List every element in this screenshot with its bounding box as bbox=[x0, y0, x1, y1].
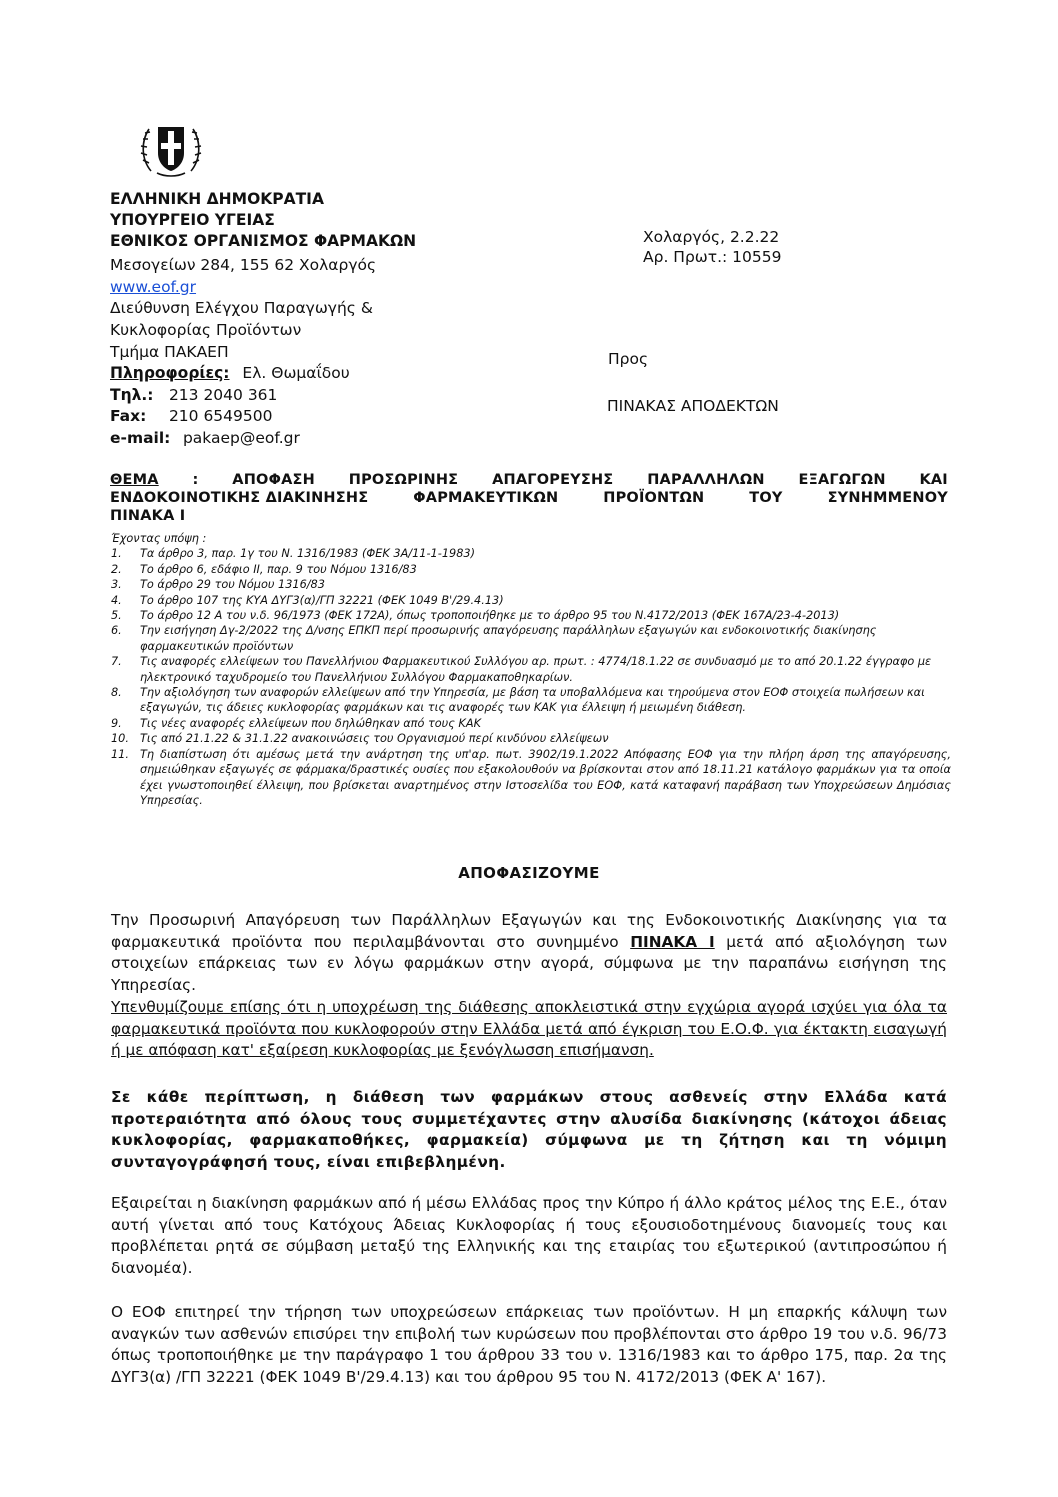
subject-word: ΠΡΟΣΩΡΙΝΗΣ bbox=[348, 472, 459, 488]
list-number: 7. bbox=[111, 655, 122, 669]
list-number: 1. bbox=[111, 547, 122, 561]
subject-word: ΑΠΟΦΑΣΗ bbox=[232, 472, 315, 488]
subject-word: ΠΑΡΑΛΛΗΛΩΝ bbox=[647, 472, 765, 488]
subject-word: ΣΥΝΗΜΜΕΝΟΥ bbox=[827, 490, 948, 506]
list-number: 11. bbox=[111, 747, 129, 761]
place-date: Χολαργός, 2.2.22 bbox=[643, 228, 780, 246]
subject-label: ΘΕΜΑ bbox=[110, 472, 159, 488]
list-text: Το άρθρο 107 της ΚΥΑ ΔΥΓ3(α)/ΓΠ 32221 (ΦΕΚ 1049 Β'/29.4.13) bbox=[140, 593, 504, 607]
list-number: 4. bbox=[111, 593, 122, 607]
protocol-number: Αρ. Πρωτ.: 10559 bbox=[643, 248, 782, 266]
email-value[interactable]: pakaep@eof.gr bbox=[182, 429, 300, 447]
list-text: Τις αναφορές ελλείψεων του Πανελλήνιου Φαρμακευτικού Συλλόγου αρ. πρωτ. : 4774/18.1.22 σε συνδυασμό με το από 20.1.22 έγγραφο με ηλεκτρονικό ταχυδρομείο του Πανελλήνιου Συλλόγου Φαρμακαποθηκαρίων. bbox=[140, 655, 932, 684]
info-value: Ελ. Θωμαΐδου bbox=[242, 364, 350, 382]
fax-label: Fax: bbox=[110, 407, 147, 425]
list-text: Τη διαπίστωση ότι αμέσως μετά την ανάρτηση της υπ'αρ. πωτ. 3902/19.1.2022 Απόφασης ΕΟΦ για την πλήρη άρση της απαγόρευσης, σημειώθηκαν εξαγωγές σε φάρμακα/δραστικές ουσίες που εξακολουθούν να βρίσκονται στον από 18.11.21 κατάλογο φαρμάκων για τα οποία έχει γνωστοποιηθεί έλλειψη, που βρίσκεται αναρτημένος στην Ιστοσελίδα του ΕΟΦ, κατά καταφανή παράβαση των Υποχρεώσεων Δημόσιας Υπηρεσίας. bbox=[140, 747, 951, 807]
exemption-paragraph: Εξαιρείται η διακίνηση φαρμάκων από ή μέσω Ελλάδας προς την Κύπρο ή άλλο κράτος μέλος της Ε.Ε., όταν αυτή γίνεται από τους Κατόχους Άδειας Κυκλοφορίας ή τους εξουσιοδοτημένους διανομείς τους και προβλέπεται ρητά σε σύμβαση μεταξύ της Ελληνικής και της εταιρίας του εξωτερικού (αντιπροσώπου ή διανομέα). bbox=[111, 1194, 947, 1277]
greek-coat-of-arms-emblem bbox=[137, 113, 205, 181]
tel-label: Τηλ.: bbox=[110, 386, 154, 404]
website-link[interactable]: www.eof.gr bbox=[110, 278, 197, 296]
subject-word: ΚΑΙ bbox=[919, 472, 948, 488]
org-name-ministry: ΥΠΟΥΡΓΕΙΟ ΥΓΕΙΑΣ bbox=[110, 211, 275, 229]
subject-word: ΕΝΔΟΚΟΙΝΟΤΙΚΗΣ ΔΙΑΚΙΝΗΣΗΣ bbox=[110, 490, 369, 506]
list-item bbox=[111, 562, 951, 577]
list-text: Τις από 21.1.22 & 31.1.22 ανακοινώσεις του Οργανισμού περί κινδύνου ελλείψεων bbox=[140, 732, 609, 746]
subject-word: ΤΟΥ bbox=[749, 490, 783, 506]
org-name-eof: ΕΘΝΙΚΟΣ ΟΡΓΑΝΙΣΜΟΣ ΦΑΡΜΑΚΩΝ bbox=[110, 232, 417, 250]
list-text: Το άρθρο 29 του Νόμου 1316/83 bbox=[140, 578, 325, 592]
list-text: Τις νέες αναφορές ελλείψεων που δηλώθηκαν από τους ΚΑΚ bbox=[140, 716, 481, 730]
list-number: 5. bbox=[111, 609, 122, 623]
sanctions-paragraph: Ο ΕΟΦ επιτηρεί την τήρηση των υποχρεώσεων επάρκειας των προϊόντων. Η μη επαρκής κάλυψη των αναγκών των ασθενών επισύρει την επιβολή των κυρώσεων που προβλέπονται στο άρθρο 19 του ν.δ. 96/73 όπως τροποποιήθηκε με την παράγραφο 1 του άρθρου 33 του ν. 1316/1983 και το άρθρο 175, παρ. 2α της ΔΥΓ3(α) /ΓΠ 32221 (ΦΕΚ 1049 Β'/29.4.13) και του άρθρου 95 του Ν. 4172/2013 (ΦΕΚ Α' 167). bbox=[111, 1303, 947, 1386]
list-item bbox=[111, 685, 951, 716]
tel-value: 213 2040 361 bbox=[168, 386, 278, 404]
reminder-paragraph: Υπενθυμίζουμε επίσης ότι η υποχρέωση της διάθεσης αποκλειστικά στην εγχώρια αγορά ισχύει για όλα τα φαρμακευτικά προϊόντα που κυκλοφορούν στην Ελλάδα μετά από έγκριση του Ε.Ο.Φ. για έκτακτη εισαγωγή ή με απόφαση κατ' εξαίρεση κυκλοφορίας με ξενόγλωσση επισήμανση. bbox=[111, 998, 947, 1059]
contact-tel bbox=[110, 385, 277, 406]
decision-paragraph bbox=[111, 910, 947, 996]
decision-title: ΑΠΟΦΑΣΙΖΟΥΜΕ bbox=[458, 864, 600, 882]
subject-word: ΑΠΑΓΟΡΕΥΣΗΣ bbox=[492, 472, 614, 488]
department-section: Τμήμα ΠΑΚΑΕΠ bbox=[110, 343, 229, 361]
contact-email bbox=[110, 428, 300, 449]
list-number: 8. bbox=[111, 686, 122, 700]
list-item bbox=[111, 731, 951, 746]
contact-info bbox=[110, 363, 350, 384]
to-label: Προς bbox=[608, 350, 649, 368]
list-text: Την εισήγηση Δγ-2/2022 της Δ/νσης ΕΠΚΠ περί προσωρινής απαγόρευσης παράλληλων εξαγωγών και ενδοκοινοτικής διακίνησης φαρμακευτικών προϊόντων bbox=[140, 624, 877, 653]
list-number: 3. bbox=[111, 578, 122, 592]
address: Μεσογείων 284, 155 62 Χολαργός bbox=[110, 256, 377, 274]
list-item bbox=[111, 608, 951, 623]
subject-line-2 bbox=[110, 489, 948, 507]
subject-block bbox=[110, 471, 948, 525]
list-item bbox=[111, 654, 951, 685]
list-text: Το άρθρο 12 Α του ν.δ. 96/1973 (ΦΕΚ 172Α), όπως τροποποιήθηκε με το άρθρο 95 του Ν.4172/2013 (ΦΕΚ 167Α/23-4-2013) bbox=[140, 609, 840, 623]
list-item bbox=[111, 716, 951, 731]
considering-intro: Έχοντας υπόψη : bbox=[111, 532, 207, 545]
list-number: 6. bbox=[111, 624, 122, 638]
annex-table-link[interactable]: ΠΙΝΑΚΑ Ι bbox=[630, 932, 715, 951]
list-item bbox=[111, 623, 951, 654]
decision-text-b: μετά από αξιολόγηση των στοιχείων επάρκειας των εν λόγω φαρμάκων στην αγορά, σύμφωνα με την παραπάνω εισήγηση της Υπηρεσίας. bbox=[111, 932, 947, 994]
contact-fax bbox=[110, 406, 272, 427]
list-item bbox=[111, 546, 951, 561]
org-name-republic: ΕΛΛΗΝΙΚΗ ΔΗΜΟΚΡΑΤΙΑ bbox=[110, 190, 324, 208]
decision-text-a: Την Προσωρινή Απαγόρευση των Παράλληλων Εξαγωγών και της Ενδοκοινοτικής Διακίνησης για τα φαρμακευτικά προϊόντα που περιλαμβάνονται στο συνημμένο bbox=[111, 911, 947, 951]
department-line-1: Διεύθυνση Ελέγχου Παραγωγής & bbox=[110, 299, 373, 317]
list-text: Το άρθρο 6, εδάφιο ΙΙ, παρ. 9 του Νόμου 1316/83 bbox=[140, 562, 417, 576]
list-item bbox=[111, 747, 951, 809]
list-item bbox=[111, 577, 951, 592]
considering-list bbox=[111, 531, 951, 808]
department-line-2: Κυκλοφορίας Προϊόντων bbox=[110, 321, 302, 339]
subject-word: ΦΑΡΜΑΚΕΥΤΙΚΩΝ bbox=[413, 490, 559, 506]
list-number: 2. bbox=[111, 562, 122, 576]
subject-word: ΕΞΑΓΩΓΩΝ bbox=[798, 472, 886, 488]
info-label: Πληροφορίες: bbox=[110, 364, 230, 382]
list-text: Τα άρθρο 3, παρ. 1γ του Ν. 1316/1983 (ΦΕΚ 3Α/11-1-1983) bbox=[140, 547, 475, 561]
subject-line-1 bbox=[110, 471, 948, 489]
subject-word: : bbox=[192, 472, 199, 488]
subject-word: ΠΡΟΪΟΝΤΩΝ bbox=[603, 490, 705, 506]
email-label: e-mail: bbox=[110, 429, 171, 447]
recipients-table: ΠΙΝΑΚΑΣ ΑΠΟΔΕΚΤΩΝ bbox=[607, 397, 779, 415]
fax-value: 210 6549500 bbox=[168, 407, 273, 425]
list-item bbox=[111, 593, 951, 608]
list-number: 10. bbox=[111, 732, 129, 746]
subject-line-3: ΠΙΝΑΚΑ Ι bbox=[110, 508, 186, 524]
priority-paragraph: Σε κάθε περίπτωση, η διάθεση των φαρμάκων στους ασθενείς στην Ελλάδα κατά προτεραιότητα από όλους τους συμμετέχαντες στην αλυσίδα διακίνησης (κάτοχοι άδειας κυκλοφορίας, φαρμακαποθήκες, φαρμακεία) σύμφωνα με τη ζήτηση και τη νόμιμη συνταγογράφησή τους, είναι επιβεβλημένη. bbox=[111, 1088, 947, 1171]
list-text: Την αξιολόγηση των αναφορών ελλείψεων από την Υπηρεσία, με βάση τα υποβαλλόμενα και τηρούμενα στον ΕΟΦ στοιχεία πωλήσεων και εξαγωγών, τις άδειες κυκλοφορίας φαρμάκων και τις αναφορές των ΚΑΚ για έλλειψη ή μειωμένη διάθεση. bbox=[140, 686, 925, 715]
list-number: 9. bbox=[111, 716, 122, 730]
